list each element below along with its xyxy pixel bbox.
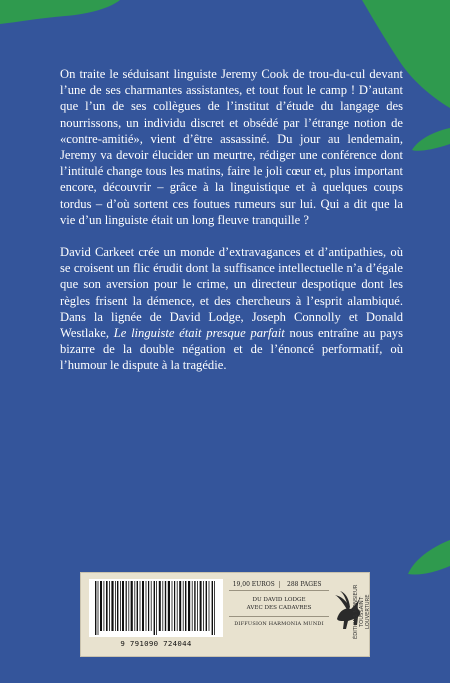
barcode (89, 579, 223, 637)
back-cover-blurb (60, 66, 403, 374)
barcode-band (80, 572, 370, 657)
publisher-imprint (353, 579, 371, 645)
publisher-imprint-line-1: ÉDITIONS MONSIEUR TOUSSAINT (353, 584, 365, 640)
series-tagline-line-2: AVEC DES CADAVRES (246, 605, 312, 611)
series-tagline-line-1: DU DAVID LODGE (252, 597, 306, 603)
price: 19,00 EUROS (232, 581, 275, 588)
series-tagline (229, 591, 329, 617)
barcode-bars (89, 579, 223, 637)
price-info-block (229, 579, 329, 651)
page-count: 288 PAGES (279, 581, 330, 588)
blurb-paragraph-2 (60, 244, 403, 374)
blurb-paragraph-1: On traite le séduisant linguiste Jeremy Cook de trou-du-cul devant l’une de ses charmantes assistantes, et tout fout le camp ! D’autant que l’un de ses collègues de l’institut d’étude du langage des nourrissons, un individu discret et obsédé par l’étrange notion de «contre-amitié», vient d’être assassiné. Du jour au lendemain, Jeremy va devoir élucider un meurtre, rédiger une conférence dont l’intitulé change tous les matins, faire le joli cœur et, plus important encore, découvrir – grâce à la linguistique et à quelques coups tordus – d’où sortent ces foutues rumeurs sur lui. Qui a dit que la vie d’un linguiste était un long fleuve tranquille ? (60, 67, 403, 227)
blurb-paragraph-2-text-before: David Carkeet crée un monde d’extravagances et d’antipathies, où se croisent un flic érudit dont la suffisance intellectuelle n’a d’égale que son aversion pour le crime, un directeur despotique dont les règles frisent la démence, et des chercheurs à l’esprit alambiqué. Dans la lignée de David Lodge, Joseph Connolly et Donald Westlake, (60, 245, 403, 341)
publisher-imprint-line-2: LOUVERTURE (365, 594, 371, 630)
price-row (229, 579, 329, 591)
distribution: DIFFUSION HARMONIA MUNDI (234, 621, 324, 627)
barcode-number: 9 791090 724044 (120, 639, 192, 648)
book-title-italic: Le linguiste était presque parfait (113, 326, 285, 341)
blurb-paragraph-2-text-after: nous entraîne au pays bizarre de la double négation et de l’énoncé performatif, où l’humour le dispute à la tragédie. (60, 326, 403, 373)
